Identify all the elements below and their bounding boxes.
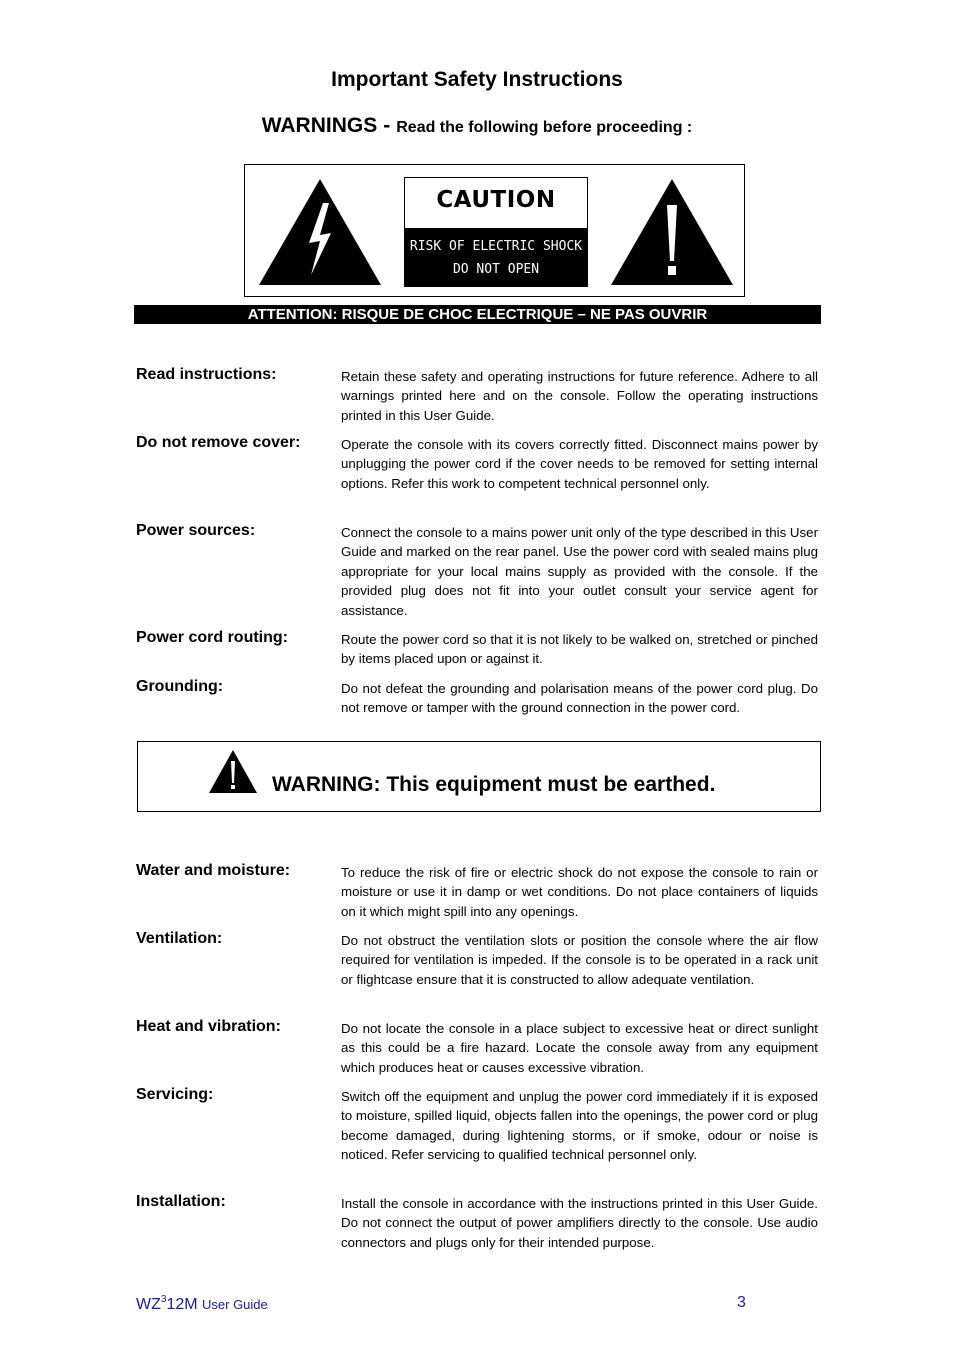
entry-text: Do not locate the console in a place subject to excessive heat or direct sunlight as this could be a fire hazard. Locate the console away from any equipment which produces heat or causes excessive vibration. bbox=[341, 1021, 818, 1075]
entry-text: Retain these safety and operating instructions for future reference. Adhere to all warnings printed here and on the console. Follow the operating instructions printed in this User Guide. bbox=[341, 369, 818, 423]
entry-label: Ventilation: bbox=[136, 930, 223, 947]
warnings-heading bbox=[0, 114, 954, 138]
caution-line-2: DO NOT OPEN bbox=[452, 262, 540, 277]
exclamation-triangle-icon bbox=[609, 177, 735, 287]
exclamation-triangle-icon bbox=[208, 749, 258, 794]
caution-word: CAUTION bbox=[436, 187, 556, 213]
entry-label: Installation: bbox=[136, 1193, 226, 1210]
caution-line-1: RISK OF ELECTRIC SHOCK bbox=[409, 239, 583, 254]
entry-label: Grounding: bbox=[136, 678, 224, 695]
caution-panel bbox=[244, 164, 745, 297]
footer-guide: User Guide bbox=[202, 1297, 268, 1312]
warnings-subtitle: Read the following before proceeding : bbox=[396, 119, 693, 136]
entry-text: Do not obstruct the ventilation slots or position the console where the air flow required for ventilation is impeded. If the console is to be operated in a rack unit or flightcase ensure that it is constructed to allow adequate ventilation. bbox=[341, 933, 818, 987]
entry-text: To reduce the risk of fire or electric shock do not expose the console to rain or moisture or use it in damp or wet conditions. Do not place containers of liquids on it which might spill into any openings. bbox=[341, 865, 818, 919]
attention-bar: ATTENTION: RISQUE DE CHOC ELECTRIQUE – NE PAS OUVRIR bbox=[134, 305, 821, 324]
entry-label: Power sources: bbox=[136, 522, 256, 539]
entry-label: Water and moisture: bbox=[136, 862, 291, 879]
caution-label bbox=[404, 177, 588, 287]
entry-text: Route the power cord so that it is not likely to be walked on, stretched or pinched by items placed upon or against it. bbox=[341, 632, 818, 667]
entry-text: Operate the console with its covers correctly fitted. Disconnect mains power by unplugging the power cord if the cover needs to be removed for setting internal options. Refer this work to competent technical personnel only. bbox=[341, 437, 818, 491]
entry-text: Switch off the equipment and unplug the power cord immediately if it is exposed to moisture, spilled liquid, objects fallen into the openings, the power cord or plug become damaged, during lightening storms, or if smoke, odour or noise is noticed. Refer servicing to qualified technical personnel only. bbox=[341, 1089, 818, 1163]
model-prefix: WZ bbox=[136, 1296, 161, 1313]
entry-label: Power cord routing: bbox=[136, 629, 288, 646]
entry-label: Heat and vibration: bbox=[136, 1018, 281, 1035]
page-number: 3 bbox=[737, 1294, 746, 1311]
model-suffix: 12M bbox=[166, 1296, 198, 1313]
warnings-word: WARNINGS bbox=[261, 114, 378, 137]
entry-text: Install the console in accordance with the instructions printed in this User Guide. Do not connect the output of power amplifiers directly to the console. Use audio connectors and plugs only for their intended purpose. bbox=[341, 1196, 818, 1250]
lightning-triangle-icon bbox=[257, 177, 383, 287]
entry-label: Servicing: bbox=[136, 1086, 214, 1103]
model-superscript: 3 bbox=[160, 1294, 167, 1305]
entry-text: Connect the console to a mains power unit only of the type described in this User Guide and marked on the rear panel. Use the power cord with sealed mains plug appropriate for your local mains supply as provided with the console. If the provided plug does not fit into your outlet consult your service agent for assistance. bbox=[341, 525, 818, 618]
caution-black-band bbox=[405, 228, 587, 286]
footer-model bbox=[136, 1294, 268, 1314]
page-title: Important Safety Instructions bbox=[331, 68, 623, 91]
earth-warning-box bbox=[137, 741, 821, 812]
entry-label: Read instructions: bbox=[136, 366, 277, 383]
entry-text: Do not defeat the grounding and polarisation means of the power cord plug. Do not remove or tamper with the ground connection in the power cord. bbox=[341, 681, 818, 716]
earth-warning-text: WARNING: This equipment must be earthed. bbox=[272, 773, 716, 796]
warnings-dash: - bbox=[383, 114, 391, 137]
entry-label: Do not remove cover: bbox=[136, 434, 301, 451]
